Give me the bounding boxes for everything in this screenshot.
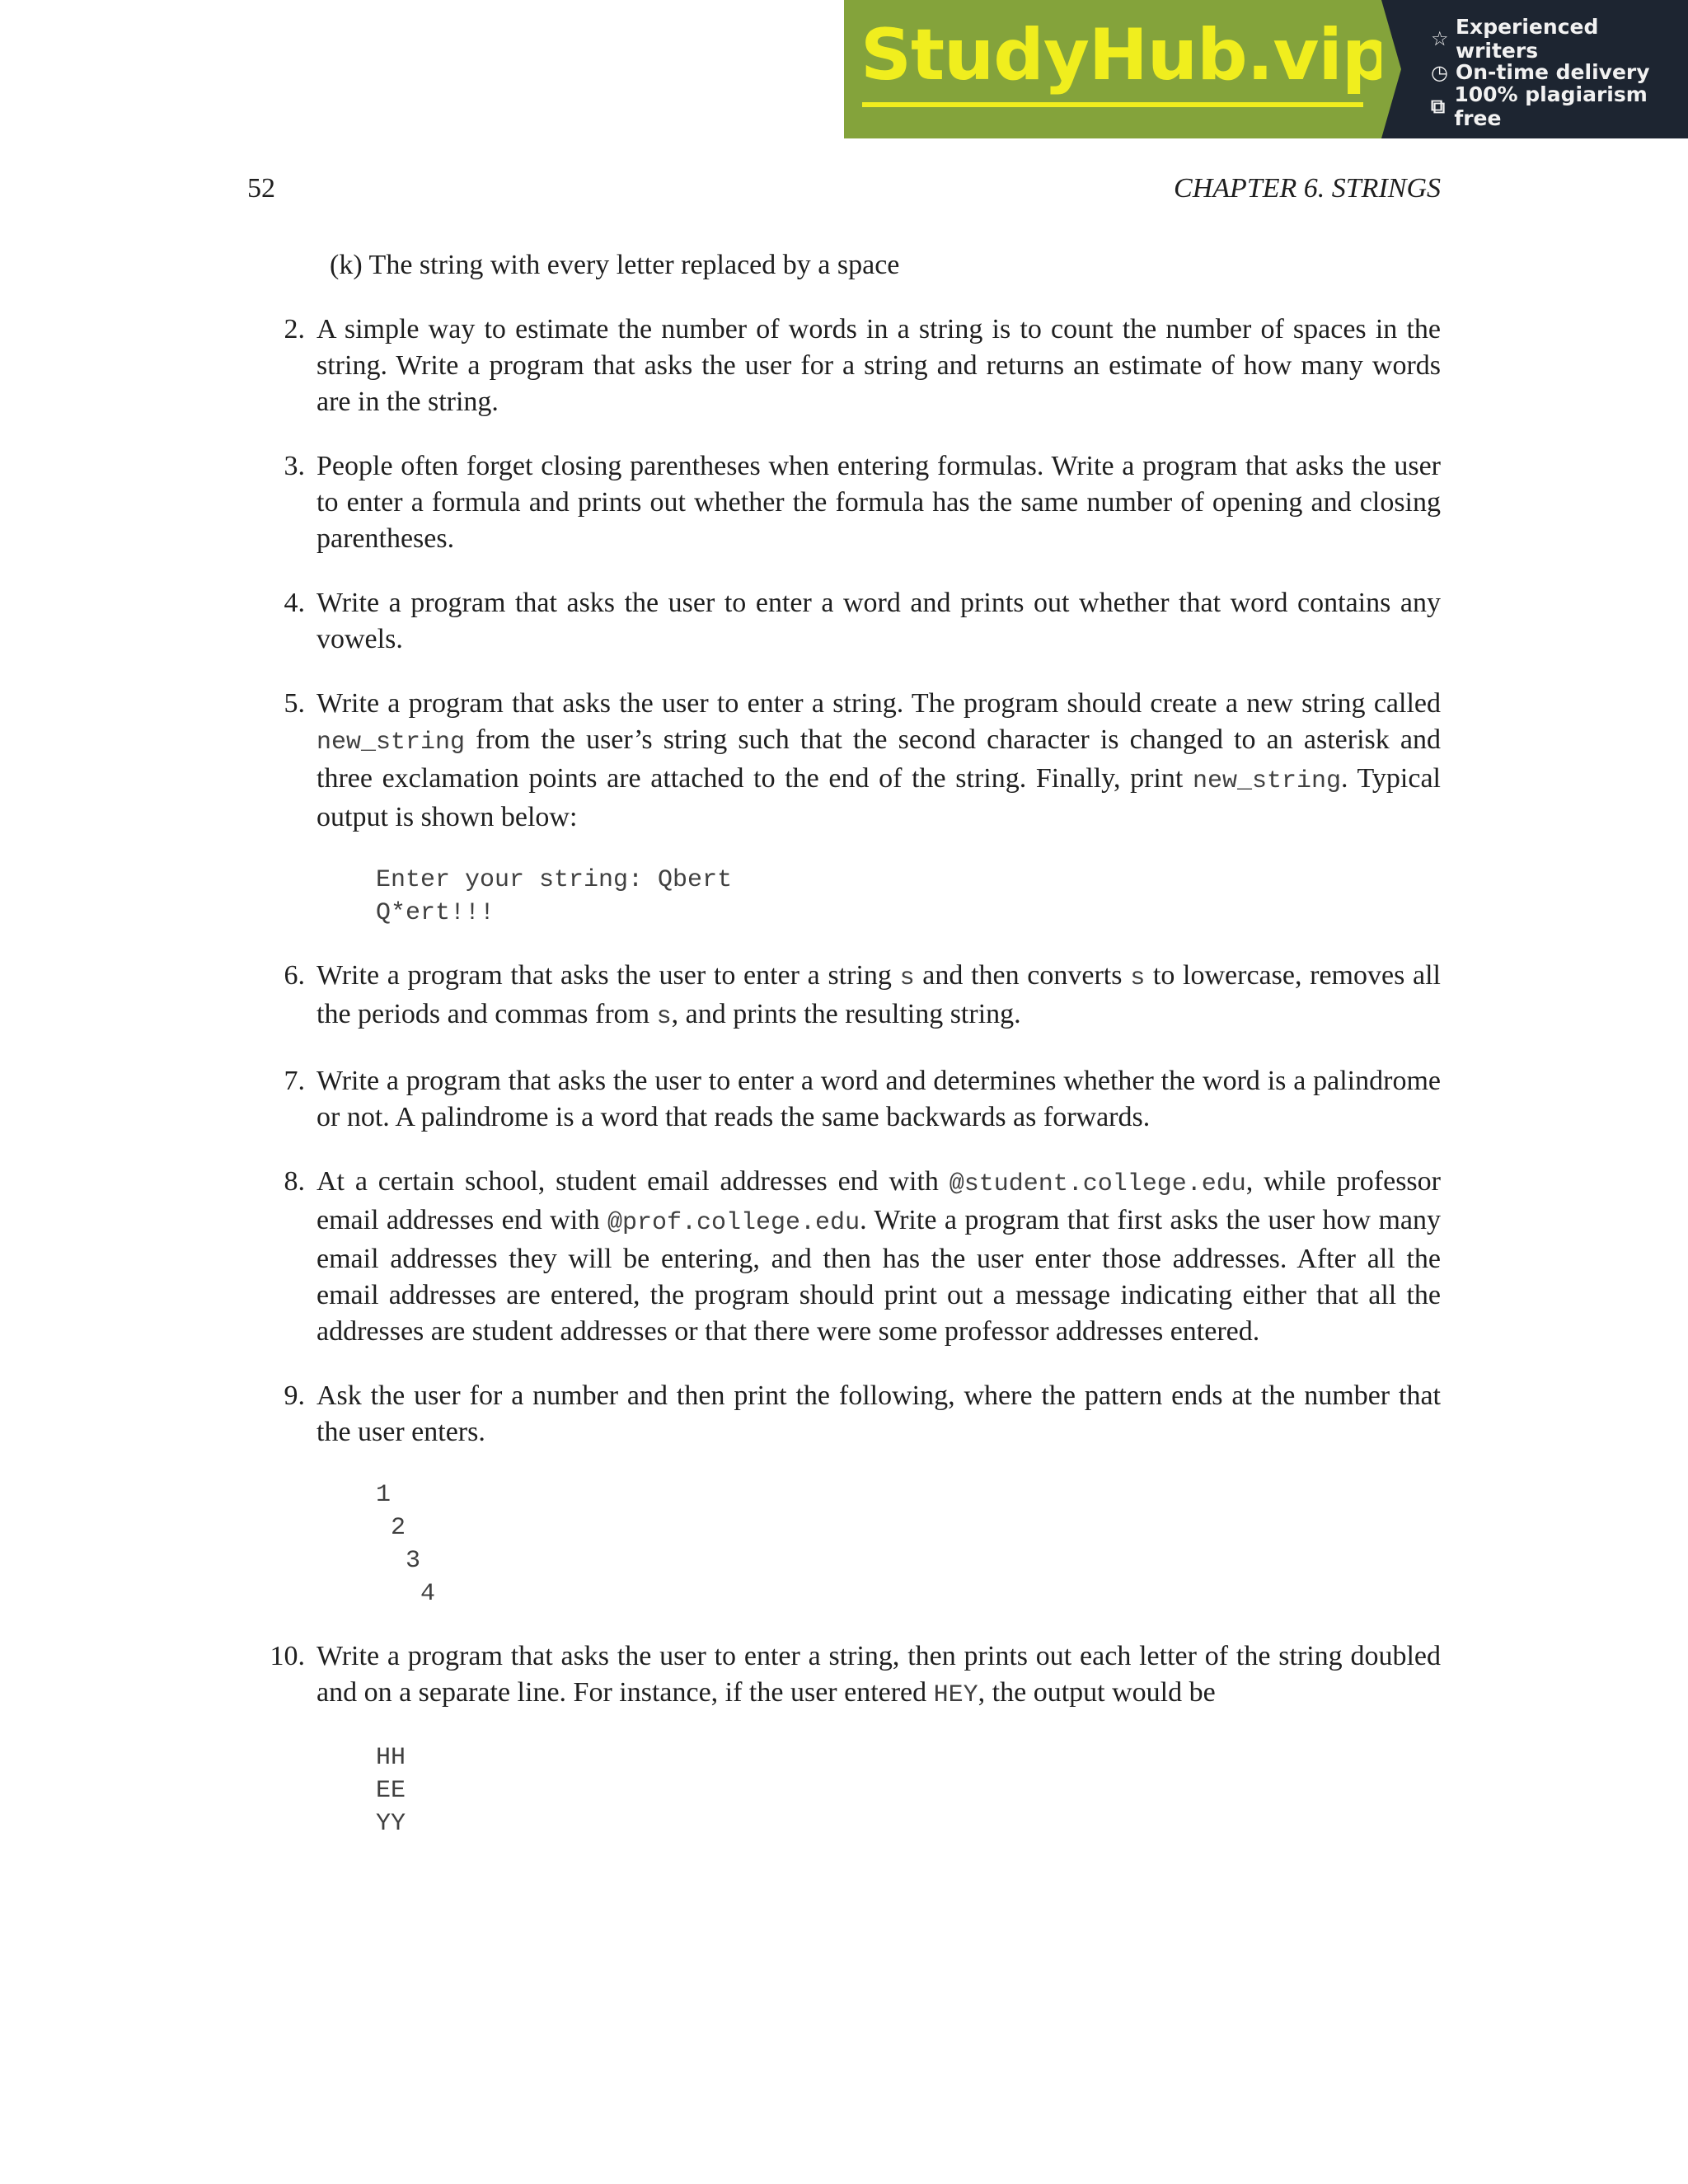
- exercise-5: [247, 686, 1441, 930]
- brand-logo[interactable]: StudyHub.vip: [860, 14, 1392, 96]
- inline-code: s: [656, 1003, 672, 1031]
- exercise-text: Ask the user for a number and then print the following, where the pattern ends at the number that the user enters.: [316, 1380, 1441, 1447]
- exercise-9: [247, 1378, 1441, 1610]
- exercise-text: A simple way to estimate the number of words in a string is to count the number of spaces in the string. Write a program that asks the user for a string and returns an estimate of how many words are in the string.: [316, 314, 1441, 417]
- exercise-text: and then converts: [914, 960, 1131, 991]
- chapter-title: CHAPTER 6. STRINGS: [1174, 173, 1441, 204]
- inline-code: new_string: [1192, 767, 1341, 795]
- exercise-text: , the output would be: [978, 1677, 1216, 1708]
- inline-code: @student.college.edu: [949, 1170, 1246, 1198]
- brand-panel[interactable]: [844, 0, 1392, 138]
- inline-code: @prof.college.edu: [607, 1209, 860, 1237]
- exercise-8: [247, 1164, 1441, 1350]
- inline-code: HEY: [933, 1681, 978, 1709]
- exercise-number: 2.: [284, 314, 305, 344]
- sub-item-text: The string with every letter replaced by a space: [368, 250, 900, 280]
- clock-icon: ◷: [1431, 60, 1448, 84]
- exercise-text: from the user’s string such that the second character is changed to an asterisk and three exclamation points are attached to the end of the string. Finally, print: [316, 724, 1441, 794]
- inline-code: s: [899, 964, 915, 992]
- page-number: 52: [247, 173, 275, 204]
- exercise-number: 3.: [284, 451, 305, 481]
- code-block: HH EE YY: [376, 1744, 406, 1838]
- exercise-number: 7.: [284, 1066, 305, 1096]
- exercise-text: At a certain school, student email addresses end with: [316, 1166, 950, 1197]
- feature-list: [1381, 0, 1688, 138]
- feature-label: Experienced writers: [1455, 14, 1599, 63]
- exercise-number: 9.: [284, 1380, 305, 1411]
- feature-item: [1431, 82, 1688, 130]
- inline-code: new_string: [316, 729, 466, 757]
- exercise-text: to lowercase, removes all the periods and commas from: [316, 960, 1442, 1029]
- feature-item: [1431, 14, 1688, 63]
- sub-item-label: (k): [330, 250, 363, 280]
- exercise-4: [247, 585, 1441, 658]
- exercise-number: 5.: [284, 688, 305, 719]
- exercise-10: [247, 1638, 1441, 1840]
- exercise-text: . Typical output is shown below:: [316, 763, 1441, 832]
- exercise-text: Write a program that asks the user to enter a word and determines whether the word is a palindrome or not. A palindrome is a word that reads the same backwards as forwards.: [316, 1066, 1441, 1132]
- code-block: Enter your string: Qbert Q*ert!!!: [376, 866, 733, 927]
- exercise-text: People often forget closing parentheses when entering formulas. Write a program that asks the user to enter a formula and prints out whether the formula has the same number of opening and closing parentheses.: [316, 451, 1441, 554]
- star-icon: ☆: [1431, 26, 1449, 50]
- exercise-text: Write a program that asks the user to enter a string. The program should create a new string called: [316, 688, 1441, 719]
- exercise-6: [247, 958, 1441, 1035]
- exercise-text: , while professor email addresses end with: [316, 1166, 1441, 1235]
- brand-underline: [862, 102, 1363, 107]
- inline-code: s: [1130, 964, 1146, 992]
- ad-banner[interactable]: [844, 0, 1688, 138]
- feature-label: 100% plagiarism free: [1454, 82, 1648, 130]
- exercise-3: [247, 448, 1441, 557]
- exercise-number: 10.: [270, 1641, 305, 1671]
- exercise-text: Write a program that asks the user to enter a string: [316, 960, 900, 991]
- sub-item-k: [247, 247, 1441, 284]
- exercise-text: Write a program that asks the user to enter a word and prints out whether that word contains any vowels.: [316, 588, 1441, 654]
- exercise-7: [247, 1063, 1441, 1136]
- copy-icon: ⧉: [1431, 94, 1446, 118]
- exercise-number: 8.: [284, 1166, 305, 1197]
- brand-arrow-shape: [1381, 0, 1401, 138]
- exercise-number: 6.: [284, 960, 305, 991]
- exercise-2: [247, 312, 1441, 420]
- exercise-text: Write a program that asks the user to enter a string, then prints out each letter of the string doubled and on a separate line. For instance, if the user entered: [316, 1641, 1441, 1708]
- exercise-number: 4.: [284, 588, 305, 618]
- exercise-text: . Write a program that first asks the user how many email addresses they will be entering, and then has the user enter those addresses. After all the email addresses are entered, the program should print out a message indicating either that all the addresses are student addresses or that there were some professor addresses entered.: [316, 1205, 1441, 1347]
- feature-label: On-time delivery: [1456, 60, 1650, 84]
- code-block: 1 2 3 4: [376, 1481, 436, 1608]
- exercise-text: , and prints the resulting string.: [671, 999, 1021, 1029]
- exercise-list: [247, 247, 1441, 1868]
